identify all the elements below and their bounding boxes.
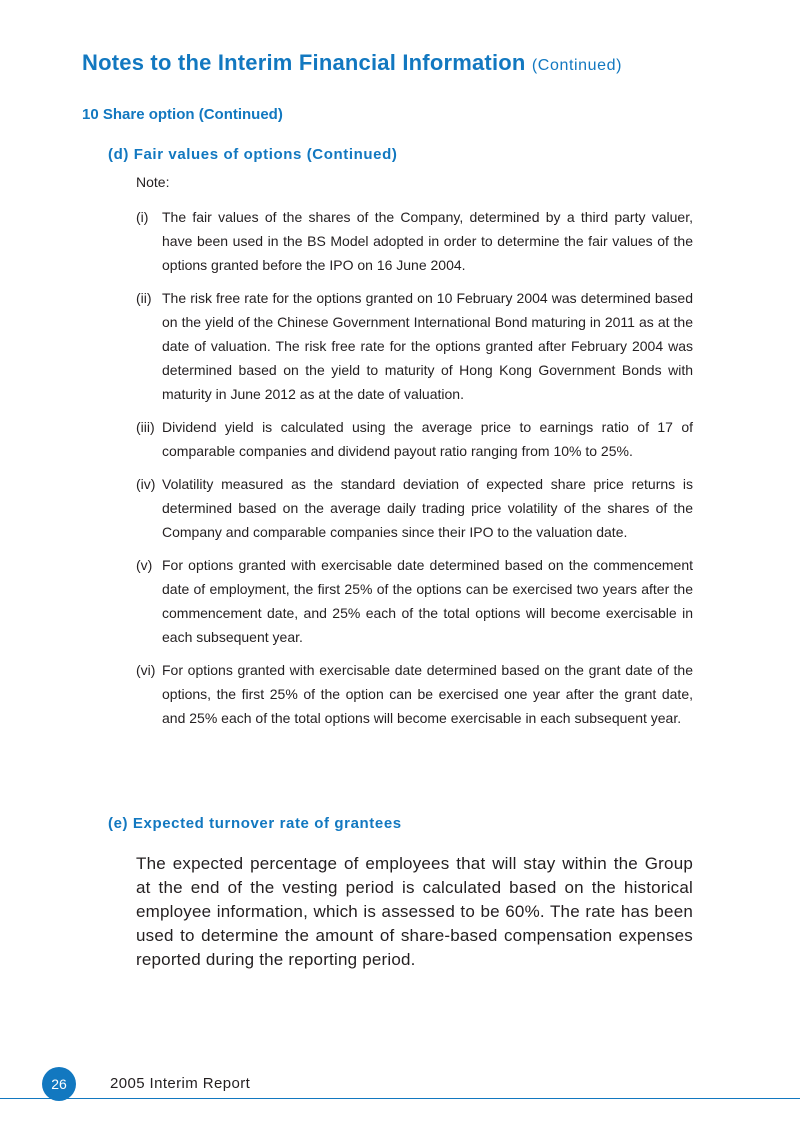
note-item (136, 286, 693, 406)
page-number-badge (42, 1067, 76, 1101)
turnover-paragraph: The expected percentage of employees that will stay within the Group at the end of the vesting period is calculated based on the historical employee information, which is assessed to be 60%. The rate has been used to determine the amount of share-based compensation expenses reported during the reporting period. (136, 854, 693, 969)
note-text: The fair values of the shares of the Company, determined by a third party valuer, have been used in the BS Model adopted in order to determine the fair values of the options granted before the IPO on 16 June 2004. (162, 209, 693, 273)
note-text: The risk free rate for the options granted on 10 February 2004 was determined based on the yield of the Chinese Government International Bond maturing in 2011 as at the date of valuation. The risk free rate for the options granted after February 2004 was determined based on the yield to maturity of Hong Kong Government Bonds with maturity in June 2012 as at the date of valuation. (162, 290, 693, 402)
note-item (136, 205, 693, 277)
section-number: 10 (82, 106, 99, 123)
subsection-d-heading: (d) Fair values of options (Continued) (108, 146, 398, 163)
note-text: For options granted with exercisable date determined based on the grant date of the options, the first 25% of the option can be exercised one year after the grant date, and 25% each of the total options will become exercisable in each subsequent year. (162, 662, 693, 726)
subsection-e-heading: (e) Expected turnover rate of grantees (108, 815, 402, 832)
note-item (136, 472, 693, 544)
report-name: 2005 Interim Report (110, 1075, 251, 1092)
note-item (136, 415, 693, 463)
note-marker: (i) (136, 209, 149, 225)
page-number: 26 (51, 1076, 67, 1092)
note-text: For options granted with exercisable date determined based on the commencement date of employment, the first 25% of the options can be exercised two years after the commencement date, and 25% each of the total options will become exercisable in each subsequent year. (162, 557, 693, 645)
page-title-suffix: (Continued) (531, 57, 623, 74)
note-marker: (vi) (136, 662, 156, 678)
note-text: Dividend yield is calculated using the average price to earnings ratio of 17 of comparable companies and dividend payout ratio ranging from 10% to 25%. (162, 419, 693, 459)
note-marker: (v) (136, 557, 153, 573)
note-label: Note: (136, 174, 170, 190)
page-title-text: Notes to the Interim Financial Information (82, 50, 526, 75)
section-heading (82, 106, 283, 123)
note-marker: (iii) (136, 419, 155, 435)
note-marker: (iv) (136, 476, 156, 492)
note-item (136, 658, 693, 730)
page-title (82, 50, 622, 76)
notes-list (136, 205, 693, 739)
section-suffix: (Continued) (198, 106, 283, 123)
note-text: Volatility measured as the standard deviation of expected share price returns is determined based on the average daily trading price volatility of the shares of the Company and comparable companies since their IPO to the valuation date. (162, 476, 693, 540)
footer-rule (0, 1098, 800, 1099)
note-item (136, 553, 693, 649)
note-marker: (ii) (136, 290, 152, 306)
section-name: Share option (102, 106, 195, 123)
